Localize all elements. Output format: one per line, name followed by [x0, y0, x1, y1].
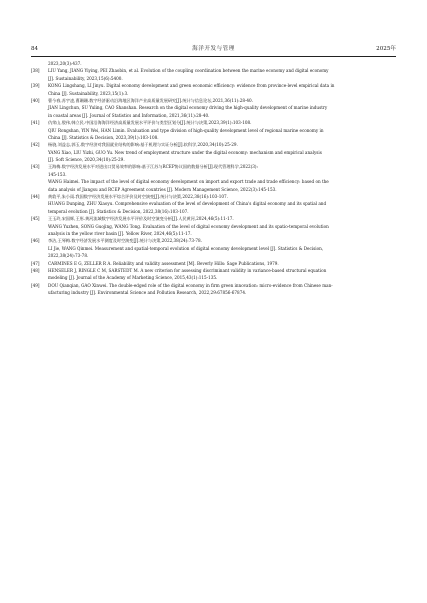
reference-entry	[31, 82, 396, 89]
reference-continuation-line	[31, 230, 396, 237]
publication-year: 2025年	[376, 46, 396, 52]
reference-continuation-line	[31, 134, 396, 141]
reference-number: [40]	[31, 97, 40, 103]
reference-number: [44]	[31, 194, 40, 200]
reference-text: WANG Haimei. The impact of the level of digital economy development on import and export trade and trade efficiency: based on the	[48, 179, 329, 185]
reference-entry	[31, 60, 396, 67]
reference-entry	[31, 267, 396, 274]
reference-continuation-line	[31, 274, 396, 281]
reference-text: JIAN Lingchun, SU Yuling, CAO Shanshan. Research on the digital economy driving the high-quality development of marine industry	[48, 105, 328, 111]
reference-continuation-line	[31, 245, 396, 252]
reference-text: KONG Lingshang, LI Jinyu. Digital economy development and green economic efficiency: evidence from province-level empirical data in	[48, 83, 335, 89]
reference-entry	[31, 215, 396, 222]
reference-text: analysis in the yellow river basin [J]. Yellow River, 2024,46(5):11-17.	[48, 230, 192, 236]
reference-text: 2023,20(3):437.	[48, 61, 82, 66]
reference-text: in coastal areas [J]. Journal of Statistics and Information, 2021,36(11):28-40.	[48, 112, 210, 118]
reference-text: HUANG Dunping, ZHU Xiaoyu. Comprehensive evaluation of the level of development of China's digital economy and its spatial and	[48, 201, 327, 207]
reference-text: 2022,38(24):73-78.	[48, 253, 89, 259]
reference-text: 黄敦平,朱小雨.我国数字经济发展水平综合评价及时空演变[J].统计与决策,2022,38(16):103-107.	[48, 194, 228, 200]
reference-number: [42]	[31, 142, 40, 148]
reference-text: [J]. Sustainability, 2023,15(6):5400.	[48, 75, 123, 81]
reference-text: 李洁,王琴梅.数字经济发展水平测度及时空演变[J].统计与决策,2022,38(24):73-78.	[48, 238, 202, 244]
reference-continuation-line	[31, 149, 396, 156]
reference-continuation-line	[31, 104, 396, 111]
reference-number: [47]	[31, 260, 40, 266]
reference-text: 曹今春,苏宇凌,曹珊珊.数字经济驱动沿海地区海洋产业高质量发展研究[J].统计与信息论坛,2021,36(11):28-40.	[48, 97, 253, 103]
reference-continuation-line	[31, 208, 396, 215]
reference-entry	[31, 119, 396, 126]
reference-continuation-line	[31, 127, 396, 134]
journal-title: 海洋开发与管理	[192, 46, 235, 52]
reference-number: [38]	[31, 68, 40, 74]
reference-text: China [J]. Statistics & Decision, 2023,39(1):103-108.	[48, 134, 159, 140]
reference-text: temporal evolution [J]. Statistics & Decision, 2022,38(16):103-107.	[48, 208, 189, 214]
reference-continuation-line	[31, 90, 396, 97]
reference-number: [49]	[31, 282, 40, 288]
reference-text: 145-153.	[48, 171, 67, 177]
reference-number: [41]	[31, 120, 40, 126]
reference-text: 王海梅.数字经济发展水平对进出口贸易效率的影响:基于江苏与RCEP协议国的数据分析[J].现代管理科学,2022(3):	[48, 164, 258, 170]
reference-text: ufacturing industry [J]. Environmental Science and Pollution Research, 2022,29:67856-67874.	[48, 290, 247, 296]
reference-text: data analysis of Jiangsu and RCEP Agreement countries [J]. Modern Management Science, 2022(3):145-153.	[48, 186, 277, 192]
reference-text: modeling [J]. Journal of the Academy of Marketing Science, 2015,43(1):115-135.	[48, 275, 218, 281]
reference-number: [45]	[31, 216, 40, 222]
reference-continuation-line	[31, 178, 396, 185]
reference-text: [J]. Soft Science, 2020,34(10):25-29.	[48, 157, 125, 163]
reference-continuation-line	[31, 112, 396, 119]
reference-text: YANG Xiao, LIU Yizhi, GUO Yu. New trend of employment structure under the digital economy: mechanism and empirical analysis	[48, 149, 322, 155]
reference-text: 王玉玲,宋国辉,王彤.黄河流域数字经济发展水平评价及时空演变分析[J].人民黄河,2024,46(5):11-17.	[48, 216, 234, 222]
reference-entry	[31, 260, 396, 267]
reference-entry	[31, 237, 396, 244]
page-header	[31, 44, 396, 57]
reference-entry	[31, 67, 396, 74]
reference-text: QIU Rongshan, YIN Wei, HAN Limin. Evaluation and type division of high-quality development level of regional marine economy in	[48, 127, 324, 133]
reference-entry	[31, 193, 396, 200]
reference-continuation-line	[31, 171, 396, 178]
reference-number: [48]	[31, 267, 40, 273]
reference-number: [43]	[31, 164, 40, 170]
reference-text: WANG Yuzhen, SONG Guojing, WANG Tong. Evaluation of the level of digital economy development and its spatio-temporal evolution	[48, 223, 329, 229]
reference-list	[31, 60, 396, 297]
reference-entry	[31, 141, 396, 148]
reference-number: [39]	[31, 83, 40, 89]
reference-entry	[31, 97, 396, 104]
reference-continuation-line	[31, 252, 396, 259]
reference-number: [46]	[31, 238, 40, 244]
reference-continuation-line	[31, 223, 396, 230]
reference-text: LI Jie, WANG Qinmei. Measurement and spatial-temporal evolution of digital economy development level [J]. Statistics & Decision,	[48, 245, 324, 251]
reference-text: DOU Qianqian, GAO Xinwei. The double-edged role of the digital economy in firm green innovation: micro-evidence from Chinese man-	[48, 282, 333, 288]
reference-text: 仇荣山,殷伟,韩立民.中国沿海海洋经济高质量发展水平评价与类型区划分[J].统计与决策,2023,39(1):103-108.	[48, 120, 252, 126]
reference-text: 杨骁,刘益志,郭玉.数字经济对我国就业结构的影响:基于机理与实证分析[J].软科学,2020,34(10):25-29.	[48, 142, 238, 148]
reference-continuation-line	[31, 200, 396, 207]
reference-continuation-line	[31, 289, 396, 296]
reference-continuation-line	[31, 156, 396, 163]
reference-text: HENSELER J, RINGLE C M, SARSTEDT M. A new criterion for assessing discriminant validity in variance-based structural equation	[48, 267, 327, 273]
reference-text: LIU Yang, JIANG Yiying, PEI Zhaobin, et al. Evolution of the coupling coordination between the marine economy and digital economy	[48, 68, 329, 74]
reference-entry	[31, 282, 396, 289]
reference-continuation-line	[31, 186, 396, 193]
reference-text: CARMINES E G, ZELLER R A. Reliability and validity assessment [M]. Beverly Hills: Sage Publications, 1979.	[48, 260, 279, 266]
page-number: 84	[31, 46, 39, 52]
reference-entry	[31, 163, 396, 170]
reference-continuation-line	[31, 75, 396, 82]
reference-text: China [J]. Sustainability, 2023,15(1):3.	[48, 90, 129, 96]
